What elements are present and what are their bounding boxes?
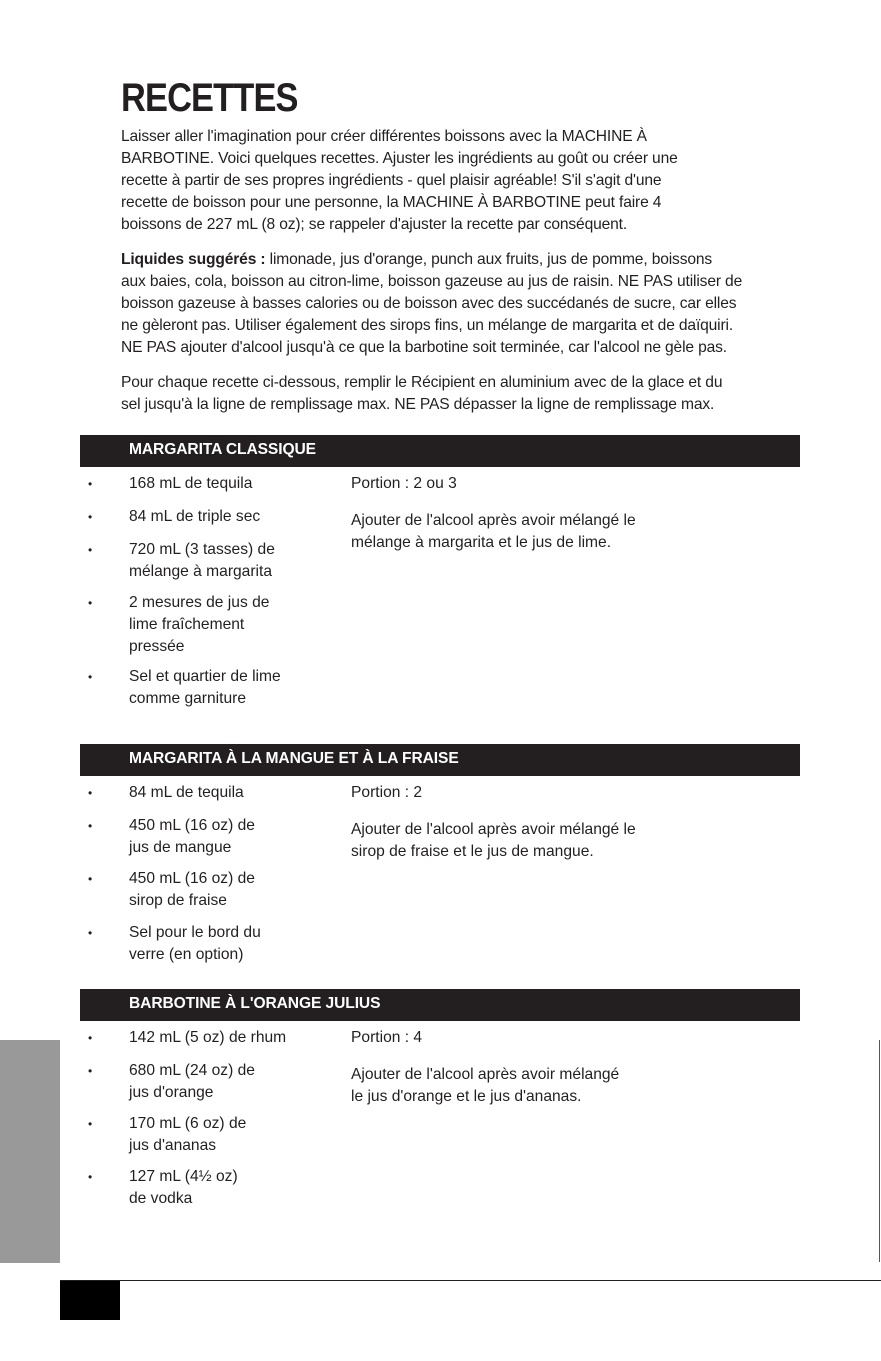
ingredient-line: mélange à margarita — [129, 563, 273, 580]
intro-line: recette de boisson pour une personne, la MACHINE À BARBOTINE peut faire 4 — [121, 194, 662, 211]
intro-line: BARBOTINE. Voici quelques recettes. Ajuster les ingrédients au goût ou créer une — [121, 150, 678, 167]
bullet-icon: • — [88, 670, 93, 684]
liquids-line: ne gèleront pas. Utiliser également des sirops fins, un mélange de margarita et de daïquiri. — [121, 317, 734, 334]
ingredient-line: lime fraîchement — [129, 616, 245, 633]
note-line: sirop de fraise et le jus de mangue. — [351, 843, 594, 860]
ingredient-line: sirop de fraise — [129, 892, 227, 909]
liquids-label: Liquides suggérés : — [121, 251, 266, 268]
bullet-icon: • — [88, 1170, 93, 1184]
ingredient-line: 680 mL (24 oz) de — [129, 1062, 255, 1079]
right-margin-rule — [879, 1040, 880, 1262]
note-line: le jus d'orange et le jus d'ananas. — [351, 1088, 582, 1105]
footer-rule — [60, 1280, 881, 1281]
recipe-title: MARGARITA CLASSIQUE — [129, 441, 316, 458]
bullet-icon: • — [88, 819, 93, 833]
liquids-line: boisson gazeuse à basses calories ou de boisson avec des succédanés de sucre, car elles — [121, 295, 737, 312]
ingredient-line: 2 mesures de jus de — [129, 594, 270, 611]
ingredient-line: jus de mangue — [129, 839, 232, 856]
ingredient-line: 84 mL de tequila — [129, 784, 244, 801]
ingredient-line: 720 mL (3 tasses) de — [129, 541, 275, 558]
intro-line: recette à partir de ses propres ingrédients - quel plaisir agréable! S'il s'agit d'une — [121, 172, 662, 189]
recipe-note — [351, 510, 681, 554]
liquids-line — [121, 249, 801, 271]
recipe-title: MARGARITA À LA MANGUE ET À LA FRAISE — [129, 750, 459, 767]
ingredient-line: Sel pour le bord du — [129, 924, 261, 941]
recipe-header-bar — [80, 989, 800, 1021]
bullet-icon: • — [88, 1031, 93, 1045]
liquids-paragraph — [121, 249, 801, 359]
ingredient-line: 450 mL (16 oz) de — [129, 870, 255, 887]
page-title: RECETTES — [121, 76, 298, 120]
instructions-paragraph — [121, 372, 811, 416]
bullet-icon: • — [88, 543, 93, 557]
page-number-box — [60, 1281, 120, 1320]
bullet-icon: • — [88, 477, 93, 491]
ingredient-line: pressée — [129, 638, 185, 655]
instructions-line: sel jusqu'à la ligne de remplissage max. NE PAS dépasser la ligne de remplissage max. — [121, 396, 715, 413]
language-side-tab — [0, 1040, 60, 1263]
recipe-portion: Portion : 2 — [351, 784, 423, 801]
note-line: Ajouter de l'alcool après avoir mélangé le — [351, 821, 636, 838]
bullet-icon: • — [88, 926, 93, 940]
note-line: Ajouter de l'alcool après avoir mélangé le — [351, 512, 636, 529]
ingredient-line: de vodka — [129, 1190, 193, 1207]
ingredient-line: Sel et quartier de lime — [129, 668, 281, 685]
ingredient-line: jus d'orange — [129, 1084, 214, 1101]
ingredient-line: verre (en option) — [129, 946, 244, 963]
ingredient-line: 170 mL (6 oz) de — [129, 1115, 247, 1132]
bullet-icon: • — [88, 1064, 93, 1078]
ingredient-line: 142 mL (5 oz) de rhum — [129, 1029, 287, 1046]
recipe-note — [351, 819, 681, 863]
intro-line: boissons de 227 mL (8 oz); se rappeler d'ajuster la recette par conséquent. — [121, 216, 628, 233]
recipe-note — [351, 1064, 681, 1108]
recipe-header-bar — [80, 435, 800, 467]
liquids-line: aux baies, cola, boisson au citron-lime, boisson gazeuse au jus de raisin. NE PAS utiliser de — [121, 273, 743, 290]
ingredient-line: 450 mL (16 oz) de — [129, 817, 255, 834]
bullet-icon: • — [88, 596, 93, 610]
bullet-icon: • — [88, 786, 93, 800]
liquids-line: NE PAS ajouter d'alcool jusqu'à ce que la barbotine soit terminée, car l'alcool ne gèle pas. — [121, 339, 727, 356]
ingredient-line: 168 mL de tequila — [129, 475, 253, 492]
recipe-portion: Portion : 4 — [351, 1029, 423, 1046]
ingredient-line: 84 mL de triple sec — [129, 508, 261, 525]
liquids-text: limonade, jus d'orange, punch aux fruits, jus de pomme, boissons — [265, 251, 713, 268]
note-line: mélange à margarita et le jus de lime. — [351, 534, 612, 551]
ingredient-line: comme garniture — [129, 690, 246, 707]
instructions-line: Pour chaque recette ci-dessous, remplir le Récipient en aluminium avec de la glace et du — [121, 374, 723, 391]
recipe-header-bar — [80, 744, 800, 776]
ingredient-line: jus d'ananas — [129, 1137, 217, 1154]
recipe-portion: Portion : 2 ou 3 — [351, 475, 457, 492]
recipe-title: BARBOTINE À L'ORANGE JULIUS — [129, 995, 381, 1012]
note-line: Ajouter de l'alcool après avoir mélangé — [351, 1066, 620, 1083]
bullet-icon: • — [88, 510, 93, 524]
intro-line: Laisser aller l'imagination pour créer différentes boissons avec la MACHINE À — [121, 128, 647, 145]
bullet-icon: • — [88, 872, 93, 886]
bullet-icon: • — [88, 1117, 93, 1131]
ingredient-line: 127 mL (4½ oz) — [129, 1168, 238, 1185]
intro-paragraph — [121, 126, 811, 236]
